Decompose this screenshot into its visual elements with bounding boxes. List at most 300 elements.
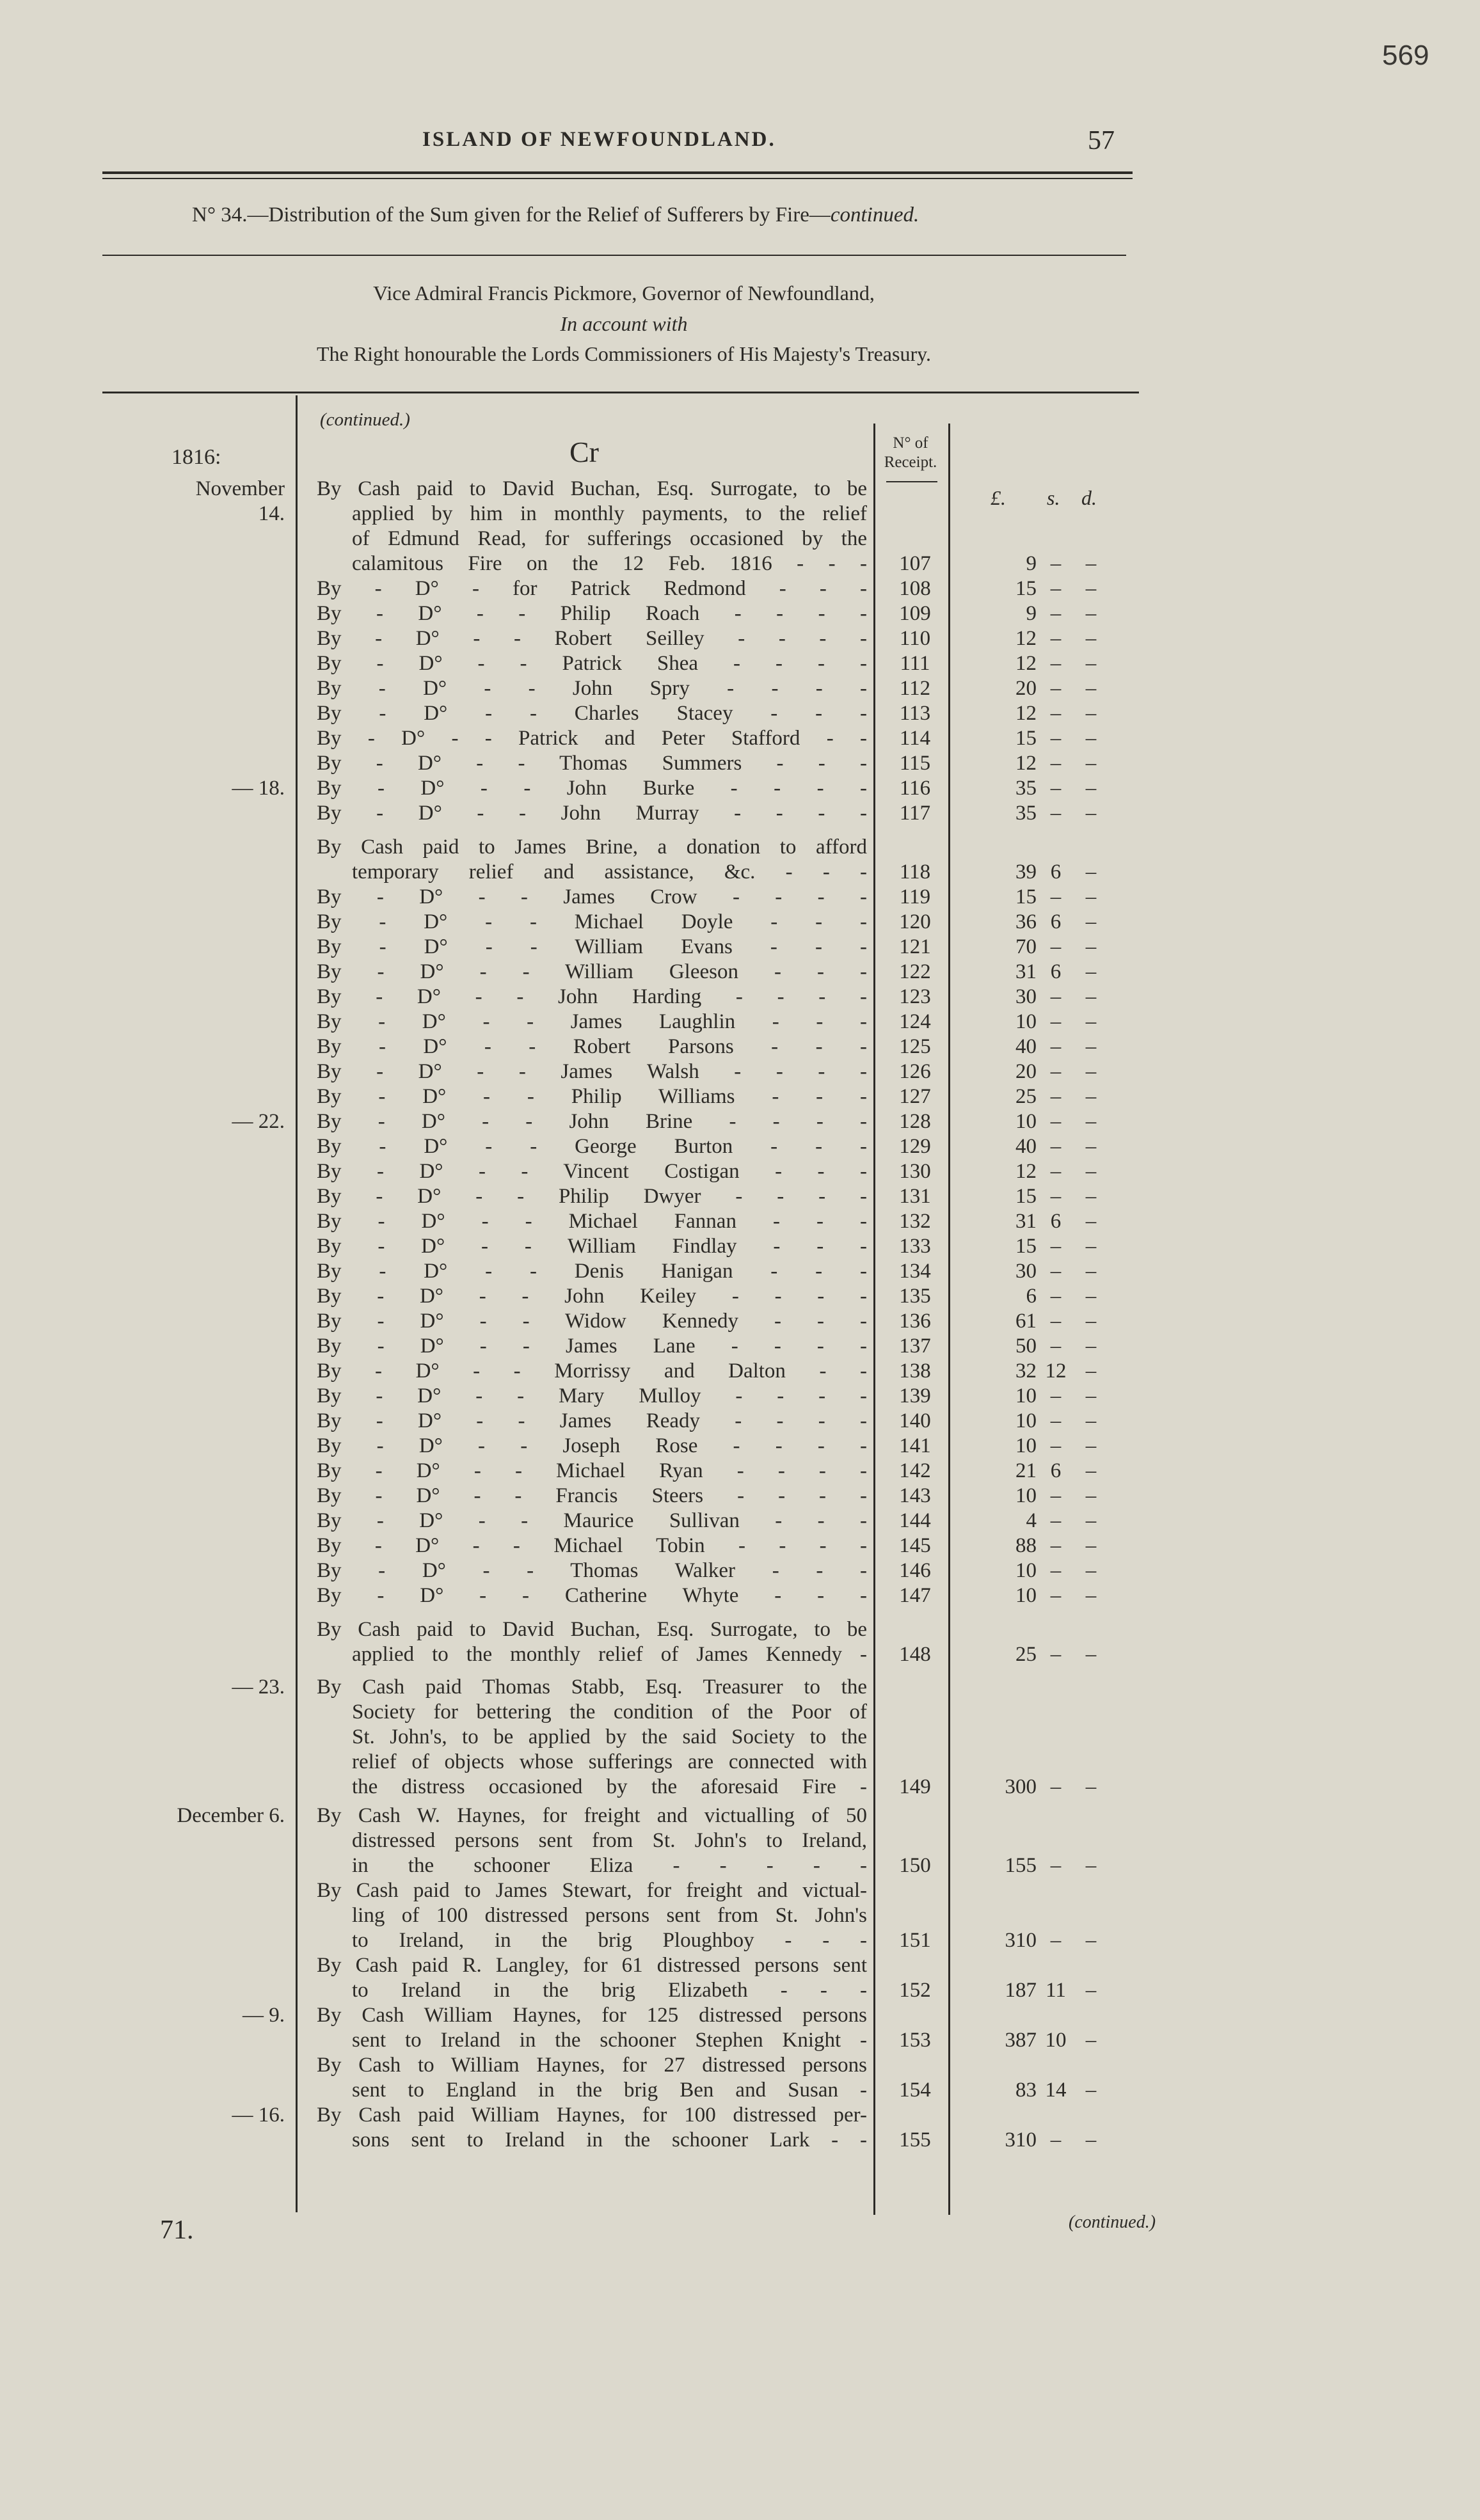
amount-pence: – xyxy=(1085,552,1097,575)
amount-pounds: 32 xyxy=(1015,1359,1037,1383)
amount-shillings: – xyxy=(1050,985,1062,1008)
receipt-number: 131 xyxy=(899,1185,931,1208)
amount-shillings: – xyxy=(1050,602,1062,625)
amount-pence: – xyxy=(1085,727,1097,750)
amount-shillings: 6 xyxy=(1050,1210,1062,1233)
amount xyxy=(985,551,1177,576)
amount xyxy=(985,1109,1177,1134)
amount xyxy=(985,1184,1177,1209)
amount-pounds: 61 xyxy=(1015,1310,1037,1333)
amount xyxy=(985,1434,1177,1459)
amount-pence: – xyxy=(1085,1060,1097,1083)
amount-pounds: 12 xyxy=(1015,752,1037,775)
amount xyxy=(985,1409,1177,1434)
receipt-number: 152 xyxy=(899,1979,931,2002)
amount xyxy=(985,2078,1177,2103)
table-title: N° 34.—Distribution of the Sum given for the Relief of Sufferers by Fire—continued. xyxy=(192,203,919,226)
amount-shillings: – xyxy=(1050,1509,1062,1532)
entry-description-line: By Cash paid to David Buchan, Esq. Surrogate, to be xyxy=(317,477,867,500)
amount xyxy=(985,1234,1177,1259)
entry-description-line: By - D° - - Charles Stacey - - - xyxy=(317,702,867,725)
receipt-number: 142 xyxy=(899,1459,931,1482)
amount-pence: – xyxy=(1085,602,1097,625)
amount-shillings: – xyxy=(1050,935,1062,958)
entry-description-line: By - D° - - Patrick Shea - - - - xyxy=(317,652,867,675)
receipt-number: 154 xyxy=(899,2079,931,2102)
amount xyxy=(985,1359,1177,1384)
amount-pounds: 187 xyxy=(1005,1979,1037,2002)
receipt-column-heading: N° of Receipt. xyxy=(884,434,937,471)
amount xyxy=(985,1334,1177,1359)
amount xyxy=(985,1533,1177,1558)
amount xyxy=(985,726,1177,751)
amount-shillings: – xyxy=(1050,577,1062,600)
amount xyxy=(985,801,1177,826)
amount-shillings: – xyxy=(1050,1484,1062,1507)
entry-description-line: By - D° - - James Ready - - - - xyxy=(317,1409,867,1432)
entry-description-line: By - D° - - Thomas Summers - - - xyxy=(317,752,867,775)
entry-description-line: Society for bettering the condition of the Poor of xyxy=(352,1700,867,1724)
amount-shillings: – xyxy=(1050,1775,1062,1798)
amount-shillings: – xyxy=(1050,885,1062,908)
entry-description-line: calamitous Fire on the 12 Feb. 1816 - - - xyxy=(352,552,867,575)
amount-shillings: – xyxy=(1050,627,1062,650)
receipt-number: 107 xyxy=(899,552,931,575)
receipt-number: 117 xyxy=(899,802,931,825)
amount-pence: – xyxy=(1085,627,1097,650)
amount-pence: – xyxy=(1085,1434,1097,1457)
amount-pounds: 31 xyxy=(1015,1210,1037,1233)
receipt-column-rule xyxy=(948,424,950,2215)
receipt-number: 132 xyxy=(899,1210,931,1233)
entry-description-line: By - D° - - Morrissy and Dalton - - xyxy=(317,1359,867,1383)
credit-heading: Cr xyxy=(569,436,599,468)
entry-description-line: By Cash paid William Haynes, for 100 distressed per- xyxy=(317,2104,867,2127)
amount-pounds: 310 xyxy=(1005,2128,1037,2152)
entry-description-line: By - D° - - James Walsh - - - - xyxy=(317,1060,867,1083)
amount-pounds: 30 xyxy=(1015,1260,1037,1283)
entry-description-line: applied by him in monthly payments, to the relief xyxy=(352,502,867,525)
entry-description-line: temporary relief and assistance, &c. - - - xyxy=(352,860,867,884)
amount-pounds: 40 xyxy=(1015,1035,1037,1058)
entry-description-line: By - D° - - Vincent Costigan - - - xyxy=(317,1160,867,1183)
entry-description-line: By - D° - - Robert Seilley - - - - xyxy=(317,627,867,650)
amount-pounds: 21 xyxy=(1015,1459,1037,1482)
amount-pounds: 310 xyxy=(1005,1929,1037,1952)
amount-shillings: – xyxy=(1050,1310,1062,1333)
amount-pence: – xyxy=(1085,885,1097,908)
entry-description-line: By - D° - - William Evans - - - xyxy=(317,935,867,958)
receipt-number: 120 xyxy=(899,910,931,933)
entry-description-line: distressed persons sent from St. John's to Ireland, xyxy=(352,1829,867,1852)
entry-description-line: By - D° - - John Spry - - - - xyxy=(317,677,867,700)
amount-pounds: 20 xyxy=(1015,1060,1037,1083)
amount xyxy=(985,1384,1177,1409)
entry-description-line: By Cash William Haynes, for 125 distressed persons xyxy=(317,2004,867,2027)
amount-pounds: 10 xyxy=(1015,1010,1037,1033)
amount xyxy=(985,751,1177,776)
entry-date: — 22. xyxy=(232,1110,285,1133)
amount-pence: – xyxy=(1085,1110,1097,1133)
entry-description-line: By Cash paid Thomas Stabb, Esq. Treasurer to the xyxy=(317,1676,867,1699)
receipt-number: 111 xyxy=(900,652,930,675)
amount-shillings: – xyxy=(1050,652,1062,675)
receipt-number: 147 xyxy=(899,1584,931,1607)
receipt-number: 140 xyxy=(899,1409,931,1432)
amount-shillings: – xyxy=(1050,1384,1062,1407)
amount-pounds: 300 xyxy=(1005,1775,1037,1798)
receipt-number: 125 xyxy=(899,1035,931,1058)
amount-pounds: 70 xyxy=(1015,935,1037,958)
amount-pence: – xyxy=(1085,1775,1097,1798)
amount-pence: – xyxy=(1085,1235,1097,1258)
amount-shillings: – xyxy=(1050,1035,1062,1058)
receipt-number: 134 xyxy=(899,1260,931,1283)
amount-pence: – xyxy=(1085,1509,1097,1532)
entry-description-line: sent to Ireland in the schooner Stephen Knight - xyxy=(352,2029,867,2052)
entry-description-line: By - D° - - Michael Fannan - - - xyxy=(317,1210,867,1233)
receipt-number: 135 xyxy=(899,1285,931,1308)
amount-shillings: – xyxy=(1050,752,1062,775)
amount-pounds: 155 xyxy=(1005,1854,1037,1877)
entry-description-line: By - D° - - Joseph Rose - - - - xyxy=(317,1434,867,1457)
entry-description-line: By - D° - - John Burke - - - - xyxy=(317,777,867,800)
entry-description-line: By - D° - for Patrick Redmond - - - xyxy=(317,577,867,600)
amount-pence: – xyxy=(1085,1310,1097,1333)
amount-pence: – xyxy=(1085,1484,1097,1507)
entry-description-line: By - D° - - Francis Steers - - - - xyxy=(317,1484,867,1507)
receipt-number: 153 xyxy=(899,2029,931,2052)
amount-pounds: 50 xyxy=(1015,1335,1037,1358)
amount xyxy=(985,601,1177,626)
receipt-number: 113 xyxy=(899,702,931,725)
amount xyxy=(985,1134,1177,1159)
amount xyxy=(985,1558,1177,1583)
amount-shillings: 6 xyxy=(1050,1459,1062,1482)
entry-date: — 18. xyxy=(232,777,285,800)
entry-description-line: St. John's, to be applied by the said Society to the xyxy=(352,1725,867,1748)
receipt-number: 118 xyxy=(899,860,931,884)
amount-pence: – xyxy=(1085,1135,1097,1158)
amount-pence: – xyxy=(1085,1854,1097,1877)
amount xyxy=(985,651,1177,676)
amount xyxy=(985,1509,1177,1533)
amount-pence: – xyxy=(1085,910,1097,933)
amount-pounds: 10 xyxy=(1015,1409,1037,1432)
entry-description-line: By - D° - - James Lane - - - - xyxy=(317,1335,867,1358)
entry-description-line: to Ireland in the brig Elizabeth - - - xyxy=(352,1979,867,2002)
receipt-number: 155 xyxy=(899,2128,931,2152)
entry-description-line: By - D° - - Denis Hanigan - - - xyxy=(317,1260,867,1283)
entry-description-line: By - D° - - John Harding - - - - xyxy=(317,985,867,1008)
amount xyxy=(985,1259,1177,1284)
amount xyxy=(985,1284,1177,1309)
receipt-number: 121 xyxy=(899,935,931,958)
receipt-number: 108 xyxy=(899,577,931,600)
entry-description-line: By - D° - - John Brine - - - - xyxy=(317,1110,867,1133)
pounds-heading: £. xyxy=(991,486,1006,509)
entry-description-line: By - D° - - Widow Kennedy - - - xyxy=(317,1310,867,1333)
amount xyxy=(985,1010,1177,1034)
amount-pence: – xyxy=(1085,2029,1097,2052)
amount-pence: – xyxy=(1085,652,1097,675)
amount-pounds: 83 xyxy=(1015,2079,1037,2102)
amount-pence: – xyxy=(1085,1085,1097,1108)
receipt-number: 127 xyxy=(899,1085,931,1108)
account-line-3: The Right honourable the Lords Commissioners of His Majesty's Treasury. xyxy=(316,342,932,365)
footer-continued: (continued.) xyxy=(1069,2212,1156,2232)
receipt-number: 144 xyxy=(899,1509,931,1532)
amount-pounds: 9 xyxy=(1026,552,1037,575)
amount-shillings: – xyxy=(1050,1285,1062,1308)
amount-shillings: – xyxy=(1050,1160,1062,1183)
entry-description-line: By - D° - - Michael Doyle - - - xyxy=(317,910,867,933)
amount-shillings: – xyxy=(1050,1929,1062,1952)
amount-shillings: 10 xyxy=(1045,2029,1067,2052)
amount-shillings: – xyxy=(1050,1854,1062,1877)
amount-shillings: – xyxy=(1050,1135,1062,1158)
date-column-rule xyxy=(296,395,298,2212)
amount-pounds: 15 xyxy=(1015,885,1037,908)
amount-pounds: 25 xyxy=(1015,1085,1037,1108)
amount-shillings: – xyxy=(1050,552,1062,575)
amount-shillings: 6 xyxy=(1050,860,1062,884)
amount-pence: – xyxy=(1085,577,1097,600)
receipt-number: 139 xyxy=(899,1384,931,1407)
entry-description-line: By - D° - - James Laughlin - - - xyxy=(317,1010,867,1033)
amount-shillings: 14 xyxy=(1045,2079,1067,2102)
amount-pence: – xyxy=(1085,960,1097,983)
amount xyxy=(985,1309,1177,1334)
header-rule-thick xyxy=(102,171,1133,174)
amount xyxy=(985,701,1177,726)
receipt-number: 124 xyxy=(899,1010,931,1033)
header-rule-thin xyxy=(102,178,1133,179)
amount-pounds: 12 xyxy=(1015,627,1037,650)
receipt-heading-rule xyxy=(886,481,937,482)
amount-shillings: – xyxy=(1050,1260,1062,1283)
entry-description-line: to Ireland, in the brig Ploughboy - - - xyxy=(352,1929,867,1952)
amount xyxy=(985,2028,1177,2053)
amount-pounds: 30 xyxy=(1015,985,1037,1008)
entry-description-line: ling of 100 distressed persons sent from St. John's xyxy=(352,1904,867,1927)
amount-pounds: 88 xyxy=(1015,1534,1037,1557)
amount-pounds: 36 xyxy=(1015,910,1037,933)
amount-pounds: 10 xyxy=(1015,1384,1037,1407)
receipt-number: 126 xyxy=(899,1060,931,1083)
entry-description-line: By - D° - - Mary Mulloy - - - - xyxy=(317,1384,867,1407)
shillings-heading: s. xyxy=(1047,486,1060,509)
entry-date: November 14. xyxy=(195,477,285,525)
entry-description-line: By - D° - - John Keiley - - - - xyxy=(317,1285,867,1308)
amount-pence: – xyxy=(1085,1260,1097,1283)
amount-pence: – xyxy=(1085,1335,1097,1358)
amount-shillings: – xyxy=(1050,2128,1062,2152)
entry-description-line: relief of objects whose sufferings are connected with xyxy=(352,1750,867,1773)
amount-pounds: 25 xyxy=(1015,1643,1037,1666)
amount xyxy=(985,1059,1177,1084)
amount-pounds: 15 xyxy=(1015,1185,1037,1208)
receipt-number: 146 xyxy=(899,1559,931,1582)
receipt-number: 112 xyxy=(899,677,931,700)
entry-description-line: By - D° - - John Murray - - - - xyxy=(317,802,867,825)
amount-pence: – xyxy=(1085,1160,1097,1183)
entry-description-line: of Edmund Read, for sufferings occasioned by the xyxy=(352,527,867,550)
amount xyxy=(985,1775,1177,1800)
amount-pence: – xyxy=(1085,1929,1097,1952)
receipt-number: 148 xyxy=(899,1643,931,1666)
amount-shillings: – xyxy=(1050,802,1062,825)
amount xyxy=(985,1459,1177,1484)
entry-date: December 6. xyxy=(177,1804,285,1827)
amount-pence: – xyxy=(1085,1359,1097,1383)
receipt-number: 143 xyxy=(899,1484,931,1507)
entry-description-line: By Cash paid to James Stewart, for freight and victual- xyxy=(317,1879,867,1902)
amount-pounds: 20 xyxy=(1015,677,1037,700)
amount-shillings: – xyxy=(1050,677,1062,700)
amount-pounds: 35 xyxy=(1015,777,1037,800)
amount-shillings: – xyxy=(1050,1235,1062,1258)
entry-description-line: By - D° - - William Gleeson - - - xyxy=(317,960,867,983)
amount-pence: – xyxy=(1085,1459,1097,1482)
amount-shillings: – xyxy=(1050,1060,1062,1083)
account-rule xyxy=(102,392,1139,393)
entry-description-line: By - D° - - Robert Parsons - - - xyxy=(317,1035,867,1058)
receipt-number: 150 xyxy=(899,1854,931,1877)
amount-pence: – xyxy=(1085,702,1097,725)
amount-pence: – xyxy=(1085,1584,1097,1607)
receipt-number: 137 xyxy=(899,1335,931,1358)
amount-pounds: 9 xyxy=(1026,602,1037,625)
amount-shillings: 6 xyxy=(1050,910,1062,933)
footer-number: 71. xyxy=(160,2215,194,2245)
amount-pence: – xyxy=(1085,1185,1097,1208)
year-label: 1816: xyxy=(171,445,221,469)
amount xyxy=(985,1853,1177,1878)
entry-description-line: By - D° - - Michael Tobin - - - - xyxy=(317,1534,867,1557)
amount-shillings: – xyxy=(1050,1085,1062,1108)
amount xyxy=(985,1209,1177,1234)
amount-shillings: 6 xyxy=(1050,960,1062,983)
amount-pence: – xyxy=(1085,1010,1097,1033)
amount-pounds: 12 xyxy=(1015,1160,1037,1183)
amount-pounds: 12 xyxy=(1015,702,1037,725)
receipt-number: 136 xyxy=(899,1310,931,1333)
amount-pence: – xyxy=(1085,935,1097,958)
amount-shillings: – xyxy=(1050,1335,1062,1358)
amount-shillings: – xyxy=(1050,1643,1062,1666)
amount xyxy=(985,1978,1177,2003)
receipt-number: 119 xyxy=(899,885,931,908)
receipt-number: 116 xyxy=(899,777,931,800)
amount-pounds: 12 xyxy=(1015,652,1037,675)
receipt-number: 151 xyxy=(899,1929,931,1952)
receipt-number: 145 xyxy=(899,1534,931,1557)
amount xyxy=(985,1583,1177,1608)
receipt-number: 114 xyxy=(899,727,931,750)
amount-pence: – xyxy=(1085,1409,1097,1432)
account-line-2: In account with xyxy=(560,312,688,335)
entry-description-line: in the schooner Eliza - - - - - xyxy=(352,1854,867,1877)
receipt-number: 129 xyxy=(899,1135,931,1158)
amount-pence: – xyxy=(1085,752,1097,775)
amount-pounds: 387 xyxy=(1005,2029,1037,2052)
entry-description-line: By - D° - - Maurice Sullivan - - - xyxy=(317,1509,867,1532)
amount-shillings: – xyxy=(1050,1434,1062,1457)
amount-pounds: 35 xyxy=(1015,802,1037,825)
amount xyxy=(985,776,1177,801)
amount-pence: – xyxy=(1085,802,1097,825)
amount-pounds: 15 xyxy=(1015,727,1037,750)
amount-pence: – xyxy=(1085,677,1097,700)
amount xyxy=(985,1928,1177,1953)
amount-shillings: 11 xyxy=(1046,1979,1066,2002)
receipt-number: 123 xyxy=(899,985,931,1008)
amount-pence: – xyxy=(1085,985,1097,1008)
entry-description-line: By - D° - - Catherine Whyte - - - xyxy=(317,1584,867,1607)
amount-pence: – xyxy=(1085,1210,1097,1233)
entry-description-line: By Cash W. Haynes, for freight and victualling of 50 xyxy=(317,1804,867,1827)
entry-description-line: By - D° - - Michael Ryan - - - - xyxy=(317,1459,867,1482)
amount-pounds: 31 xyxy=(1015,960,1037,983)
amount-shillings: – xyxy=(1050,702,1062,725)
amount-pence: – xyxy=(1085,2128,1097,2152)
running-head: ISLAND OF NEWFOUNDLAND. xyxy=(422,128,776,151)
amount-shillings: – xyxy=(1050,777,1062,800)
amount-pounds: 10 xyxy=(1015,1484,1037,1507)
receipt-number: 130 xyxy=(899,1160,931,1183)
entry-description-line: By Cash paid R. Langley, for 61 distressed persons sent xyxy=(317,1954,867,1977)
amount xyxy=(985,885,1177,910)
amount xyxy=(985,860,1177,885)
entry-description-line: By Cash paid to James Brine, a donation to afford xyxy=(317,836,867,859)
title-rule xyxy=(102,255,1126,256)
amount-shillings: – xyxy=(1050,1010,1062,1033)
amount-pounds: 10 xyxy=(1015,1434,1037,1457)
pence-heading: d. xyxy=(1081,486,1097,509)
receipt-number: 110 xyxy=(899,627,931,650)
amount-pounds: 6 xyxy=(1026,1285,1037,1308)
leaf-number: 57 xyxy=(1088,126,1115,155)
amount xyxy=(985,676,1177,701)
entry-description-line: By - D° - - James Crow - - - - xyxy=(317,885,867,908)
page-number: 569 xyxy=(1382,40,1429,71)
entry-description-line: By - D° - - William Findlay - - - xyxy=(317,1235,867,1258)
amount-shillings: – xyxy=(1050,1584,1062,1607)
amount xyxy=(985,2128,1177,2153)
receipt-number: 149 xyxy=(899,1775,931,1798)
description-column-rule xyxy=(873,424,875,2215)
amount-shillings: – xyxy=(1050,1110,1062,1133)
amount-shillings: – xyxy=(1050,1409,1062,1432)
receipt-number: 128 xyxy=(899,1110,931,1133)
receipt-number: 138 xyxy=(899,1359,931,1383)
entry-description-line: By - D° - - Patrick and Peter Stafford - - xyxy=(317,727,867,750)
amount xyxy=(985,935,1177,960)
amount-shillings: – xyxy=(1050,1185,1062,1208)
amount xyxy=(985,1484,1177,1509)
amount xyxy=(985,1084,1177,1109)
amount-pence: – xyxy=(1085,1643,1097,1666)
amount xyxy=(985,1642,1177,1667)
amount-pounds: 4 xyxy=(1026,1509,1037,1532)
amount-pence: – xyxy=(1085,1559,1097,1582)
amount-pounds: 39 xyxy=(1015,860,1037,884)
entry-description-line: By - D° - - George Burton - - - xyxy=(317,1135,867,1158)
receipt-number: 122 xyxy=(899,960,931,983)
receipt-number: 115 xyxy=(899,752,931,775)
amount-pounds: 10 xyxy=(1015,1584,1037,1607)
